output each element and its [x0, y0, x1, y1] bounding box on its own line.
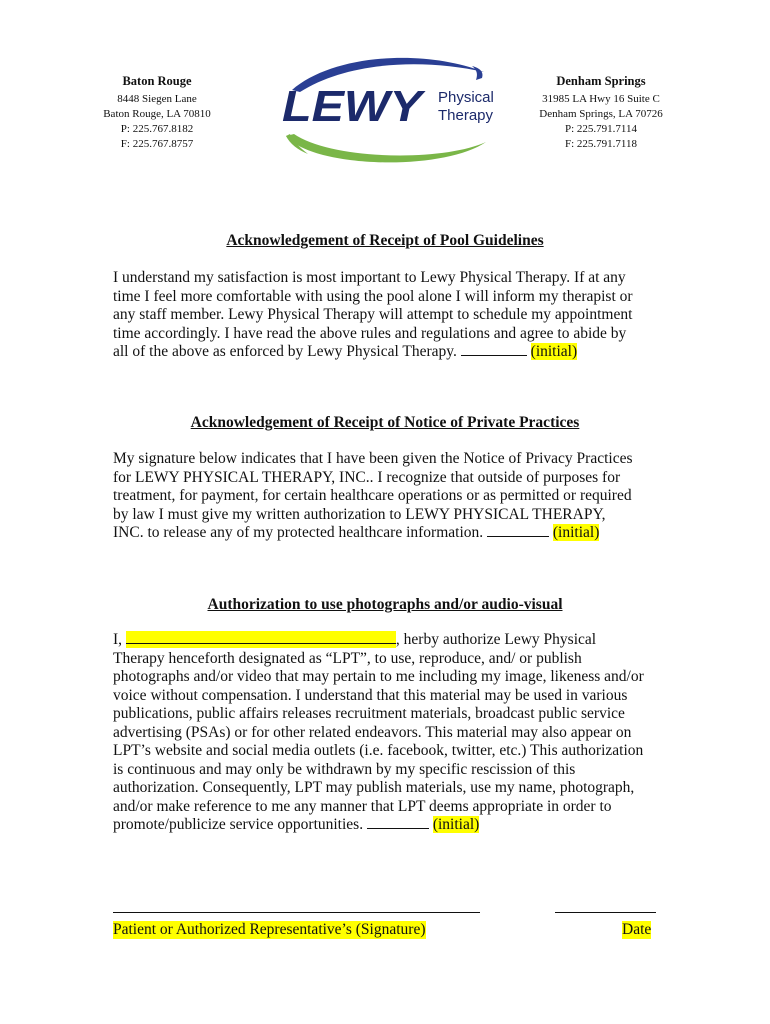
- name-suffix: , herby authorize Lewy Physical: [395, 631, 597, 648]
- office-phone: P: 225.767.8182: [120, 123, 194, 135]
- office-address-line1: 8448 Siegen Lane: [117, 93, 197, 105]
- logo-therapy: Therapy: [438, 107, 494, 124]
- date-label: Date: [622, 921, 652, 938]
- pool-guidelines-paragraph: [113, 269, 673, 362]
- paragraph-line: time I feel more comfortable with using the pool alone I will inform my therapist or: [113, 287, 633, 305]
- privacy-initial-field[interactable]: [487, 524, 549, 537]
- paragraph-line: Therapy henceforth designated as “LPT”, to use, reproduce, and/ or publish: [113, 649, 582, 667]
- paragraph-line: advertising (PSAs) or for other related endeavors. This material may also appear on: [113, 723, 632, 741]
- signature-field[interactable]: [113, 912, 480, 913]
- office-name: Baton Rouge: [122, 74, 192, 88]
- date-field[interactable]: [555, 912, 656, 913]
- paragraph-line: is continuous and may only be withdrawn by my specific rescission of this: [113, 760, 576, 778]
- logo-physical: Physical: [438, 89, 494, 106]
- office-fax: F: 225.791.7118: [564, 138, 637, 150]
- paragraph-line: and/or make reference to me any manner that LPT deems appropriate in order to: [113, 797, 612, 815]
- office-name: Denham Springs: [556, 74, 646, 88]
- denham-springs-office: [516, 74, 686, 152]
- paragraph-text: INC. to release any of my protected healthcare information.: [113, 524, 484, 541]
- paragraph-line: LPT’s website and social media outlets (i.e. facebook, twitter, etc.) This authorization: [113, 742, 644, 759]
- privacy-notice-paragraph: [113, 450, 673, 543]
- lewy-logo: [272, 50, 498, 166]
- paragraph-line-last: [113, 524, 673, 543]
- paragraph-line-last: [113, 816, 673, 835]
- pool-initial-field[interactable]: [461, 343, 527, 356]
- office-address-line2: Denham Springs, LA 70726: [539, 108, 663, 120]
- privacy-initial-label: (initial): [552, 524, 600, 541]
- office-address-line1: 31985 LA Hwy 16 Suite C: [542, 93, 660, 105]
- media-initial-field[interactable]: [367, 816, 429, 829]
- paragraph-line: publications, public affairs releases recruitment materials, broadcast public service: [113, 705, 625, 722]
- office-fax: F: 225.767.8757: [120, 138, 194, 150]
- media-initial-label: (initial): [432, 816, 480, 833]
- name-prefix: I,: [113, 631, 123, 648]
- pool-initial-label: (initial): [530, 343, 578, 360]
- signature-label: Patient or Authorized Representative’s (Signature): [113, 921, 426, 938]
- paragraph-line-last: [113, 343, 673, 362]
- paragraph-text: all of the above as enforced by Lewy Physical Therapy.: [113, 343, 457, 360]
- baton-rouge-office: [72, 74, 242, 152]
- pool-guidelines-title: Acknowledgement of Receipt of Pool Guidelines: [226, 232, 544, 249]
- media-authorization-title: Authorization to use photographs and/or audio-visual: [207, 596, 563, 613]
- paragraph-line: any staff member. Lewy Physical Therapy will attempt to schedule my appointment: [113, 306, 633, 323]
- name-field[interactable]: [126, 631, 396, 644]
- office-address-line2: Baton Rouge, LA 70810: [103, 108, 211, 120]
- privacy-notice-title: Acknowledgement of Receipt of Notice of Private Practices: [190, 414, 580, 431]
- media-authorization-paragraph: [113, 631, 673, 835]
- name-field-highlight: [126, 631, 396, 648]
- paragraph-line: by law I must give my written authorization to LEWY PHYSICAL THERAPY,: [113, 505, 606, 523]
- paragraph-line: authorization. Consequently, LPT may publish materials, use my name, photograph,: [113, 779, 635, 796]
- paragraph-line: My signature below indicates that I have been given the Notice of Privacy Practices: [113, 450, 633, 467]
- paragraph-text: promote/publicize service opportunities.: [113, 816, 364, 833]
- logo-wordmark: LEWY: [282, 82, 427, 131]
- paragraph-line: voice without compensation. I understand that this material may be used in various: [113, 686, 628, 704]
- paragraph-line: treatment, for payment, for certain healthcare operations or as permitted or required: [113, 487, 632, 504]
- paragraph-line-first: [113, 631, 673, 650]
- paragraph-line: photographs and/or video that may pertain to me including my image, likeness and/or: [113, 668, 644, 685]
- office-phone: P: 225.791.7114: [564, 123, 637, 135]
- paragraph-line: for LEWY PHYSICAL THERAPY, INC.. I recognize that outside of purposes for: [113, 468, 621, 486]
- paragraph-line: I understand my satisfaction is most important to Lewy Physical Therapy. If at any: [113, 269, 626, 286]
- paragraph-line: time accordingly. I have read the above rules and regulations and agree to abide by: [113, 324, 627, 342]
